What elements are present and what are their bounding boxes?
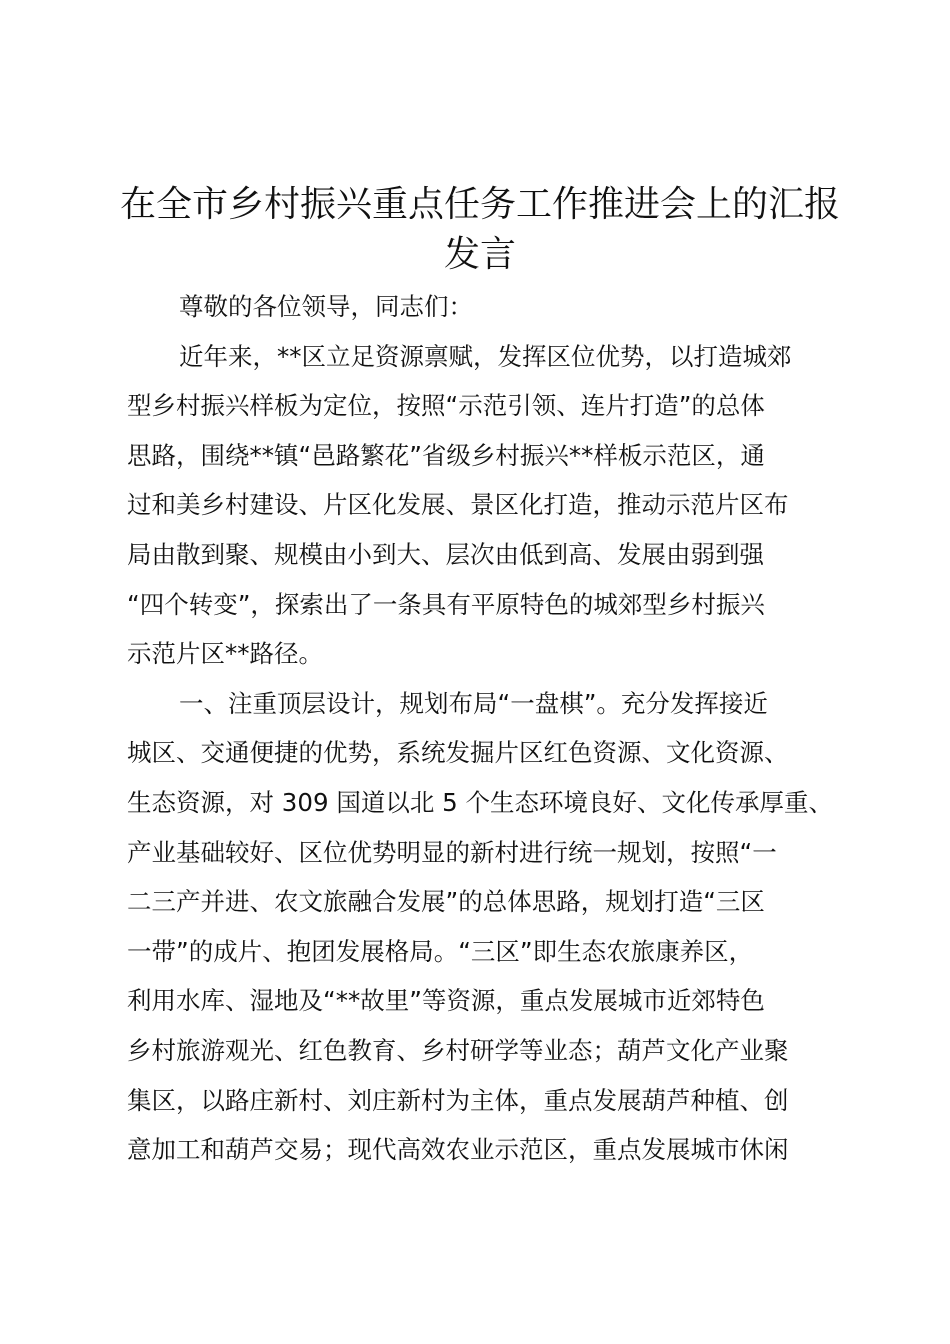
section-heading-line: 一、注重顶层设计，规划布局“一盘棋”。充分发挥接近 bbox=[179, 688, 768, 718]
paragraph-line: 城区、交通便捷的优势，系统发掘片区红色资源、文化资源、 bbox=[127, 738, 789, 768]
document-body bbox=[127, 282, 847, 1175]
paragraph-line: 产业基础较好、区位优势明显的新村进行统一规划，按照“一 bbox=[127, 837, 777, 867]
paragraph-line: 型乡村振兴样板为定位，按照“示范引领、连片打造”的总体 bbox=[127, 391, 765, 421]
paragraph-line: 过和美乡村建设、片区化发展、景区化打造，推动示范片区布 bbox=[127, 490, 789, 520]
paragraph-line: “四个转变”，探索出了一条具有平原特色的城郊型乡村振兴 bbox=[127, 589, 765, 619]
title-line: 发言 bbox=[443, 234, 516, 275]
paragraph-line: 利用水库、湿地及“**故里”等资源，重点发展城市近郊特色 bbox=[127, 986, 765, 1016]
paragraph-line: 一带”的成片、抱团发展格局。“三区”即生态农旅康养区， bbox=[127, 936, 754, 966]
paragraph-line: 集区，以路庄新村、刘庄新村为主体，重点发展葫芦种植、创 bbox=[127, 1085, 789, 1115]
paragraph-line: 意加工和葫芦交易；现代高效农业示范区，重点发展城市休闲 bbox=[127, 1135, 789, 1165]
paragraph-line: 近年来，**区立足资源禀赋，发挥区位优势，以打造城郊 bbox=[179, 341, 792, 371]
paragraph-line: 局由散到聚、规模由小到大、层次由低到高、发展由弱到强 bbox=[127, 539, 764, 569]
title-line: 在全市乡村振兴重点任务工作推进会上的汇报 bbox=[119, 184, 840, 225]
paragraph-line: 示范片区**路径。 bbox=[127, 639, 323, 669]
paragraph-line: 乡村旅游观光、红色教育、乡村研学等业态；葫芦文化产业聚 bbox=[127, 1035, 789, 1065]
salutation: 尊敬的各位领导，同志们： bbox=[179, 292, 473, 321]
paragraph-line: 二三产并进、农文旅融合发展”的总体思路，规划打造“三区 bbox=[127, 887, 765, 917]
document-title bbox=[110, 180, 850, 280]
paragraph-line: 思路，围绕**镇“邑路繁花”省级乡村振兴**样板示范区，通 bbox=[127, 440, 765, 470]
paragraph-line: 生态资源，对 309 国道以北 5 个生态环境良好、文化传承厚重、 bbox=[127, 787, 833, 817]
